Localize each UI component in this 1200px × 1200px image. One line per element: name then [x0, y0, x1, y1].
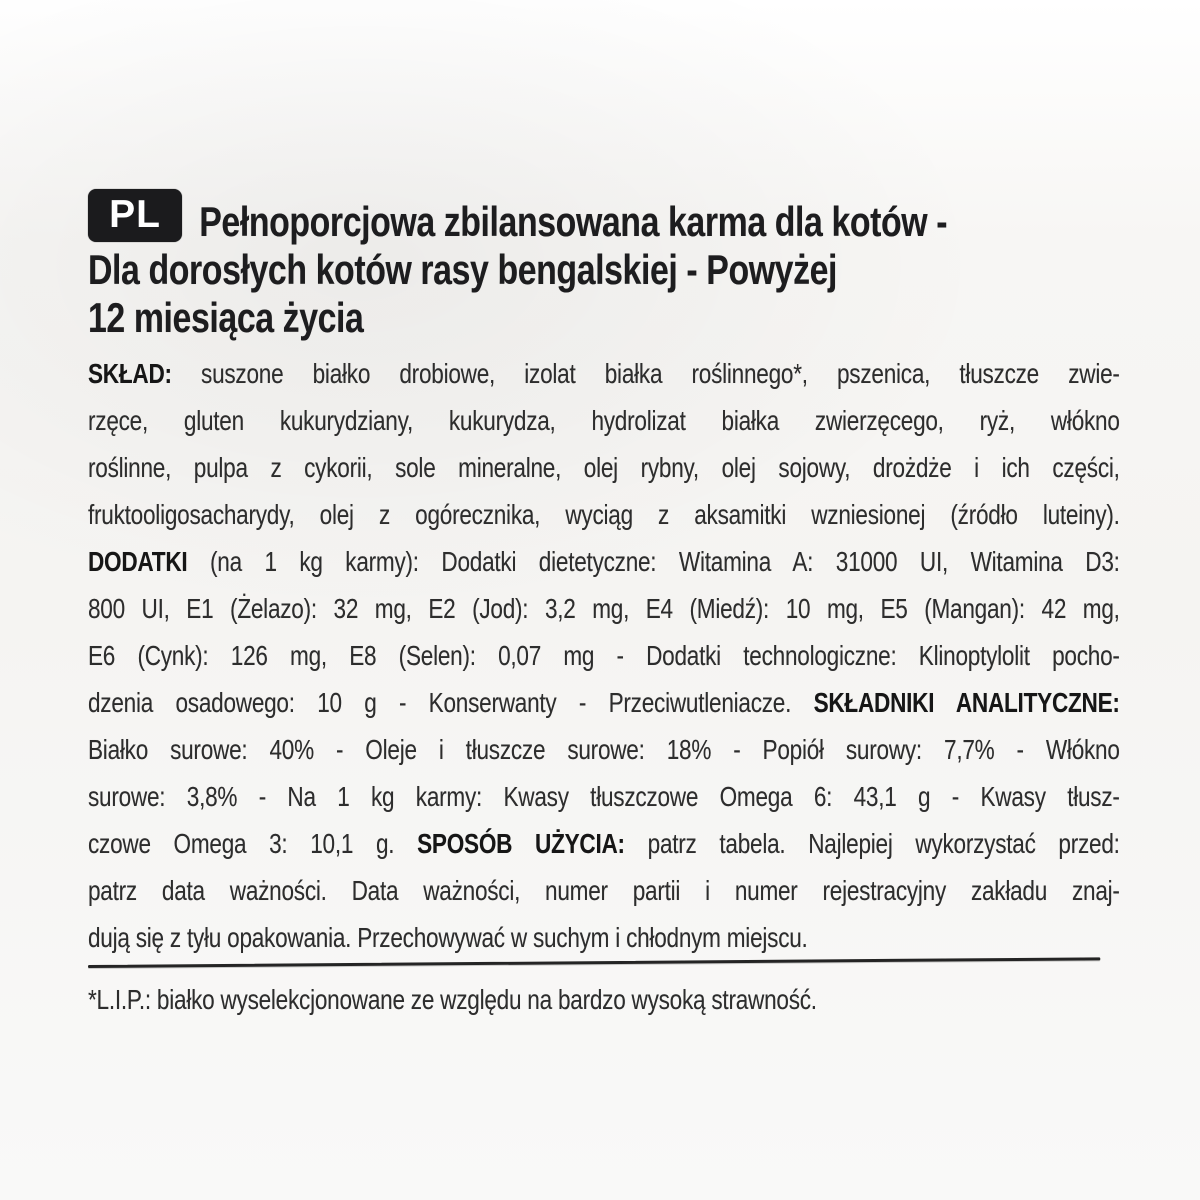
- body-text: fruktooligosacharydy, olej z ogórecznika, wyciąg z aksamitki wzniesionej (źródło luteiny).: [88, 499, 1120, 530]
- body-text: E6 (Cynk): 126 mg, E8 (Selen): 0,07 mg - Dodatki technologiczne: Klinoptylolit pocho-: [88, 640, 1120, 671]
- footnote: *L.I.P.: białko wyselekcjonowane ze względu na bardzo wysoką strawność.: [88, 984, 817, 1015]
- product-title: [88, 198, 1120, 342]
- product-title-line: 12 miesiąca życia: [88, 294, 364, 341]
- body-text: surowe: 3,8% - Na 1 kg karmy: Kwasy tłuszczowe Omega 6: 43,1 g - Kwasy tłusz-: [88, 781, 1120, 812]
- body-line: [88, 867, 1120, 914]
- label-content: [88, 186, 1120, 1020]
- body-line: [88, 585, 1120, 632]
- body-line: [88, 444, 1120, 491]
- body-line: [88, 397, 1120, 444]
- body-text: patrz tabela. Najlepiej wykorzystać przed:: [624, 828, 1120, 859]
- body-text: czowe Omega 3: 10,1 g.: [88, 828, 418, 859]
- product-title-line: Dla dorosłych kotów rasy bengalskiej - Powyżej: [88, 246, 838, 293]
- label-text-block: [88, 350, 1120, 961]
- body-text: rzęce, gluten kukurydziany, kukurydza, hydrolizat białka zwierzęcego, ryż, włókno: [88, 405, 1120, 436]
- body-text: dzenia osadowego: 10 g - Konserwanty - Przeciwutleniacze.: [88, 687, 814, 718]
- body-line: [88, 914, 1120, 961]
- section-heading: SKŁADNIKI ANALITYCZNE:: [813, 687, 1120, 718]
- section-heading: DODATKI: [88, 546, 188, 577]
- body-line: [88, 632, 1120, 679]
- product-title-line: Pełnoporcjowa zbilansowana karma dla kotów -: [199, 198, 948, 245]
- body-line: [88, 679, 1120, 726]
- body-text: dują się z tyłu opakowania. Przechowywać w suchym i chłodnym miejscu.: [88, 922, 808, 953]
- section-heading: SKŁAD:: [88, 358, 172, 389]
- body-line: [88, 726, 1120, 773]
- section-heading: SPOSÓB UŻYCIA:: [417, 828, 625, 859]
- body-text: (na 1 kg karmy): Dodatki dietetyczne: Witamina A: 31000 UI, Witamina D3:: [187, 546, 1120, 577]
- body-line: [88, 773, 1120, 820]
- body-text: patrz data ważności. Data ważności, numer partii i numer rejestracyjny zakładu znaj-: [88, 875, 1120, 906]
- body-line: [88, 820, 1120, 867]
- body-line: [88, 350, 1120, 397]
- body-text: suszone białko drobiowe, izolat białka roślinnego*, pszenica, tłuszcze zwie-: [171, 358, 1120, 389]
- body-line: [88, 538, 1120, 585]
- body-text: roślinne, pulpa z cykorii, sole mineralne, olej rybny, olej sojowy, drożdże i ich części,: [88, 452, 1120, 483]
- pl-badge-label: PL: [109, 192, 161, 236]
- body-text: Białko surowe: 40% - Oleje i tłuszcze surowe: 18% - Popiół surowy: 7,7% - Włókno: [88, 734, 1120, 765]
- body-line: [88, 491, 1120, 538]
- body-text: 800 UI, E1 (Żelazo): 32 mg, E2 (Jod): 3,2 mg, E4 (Miedź): 10 mg, E5 (Mangan): 42 mg,: [88, 593, 1120, 624]
